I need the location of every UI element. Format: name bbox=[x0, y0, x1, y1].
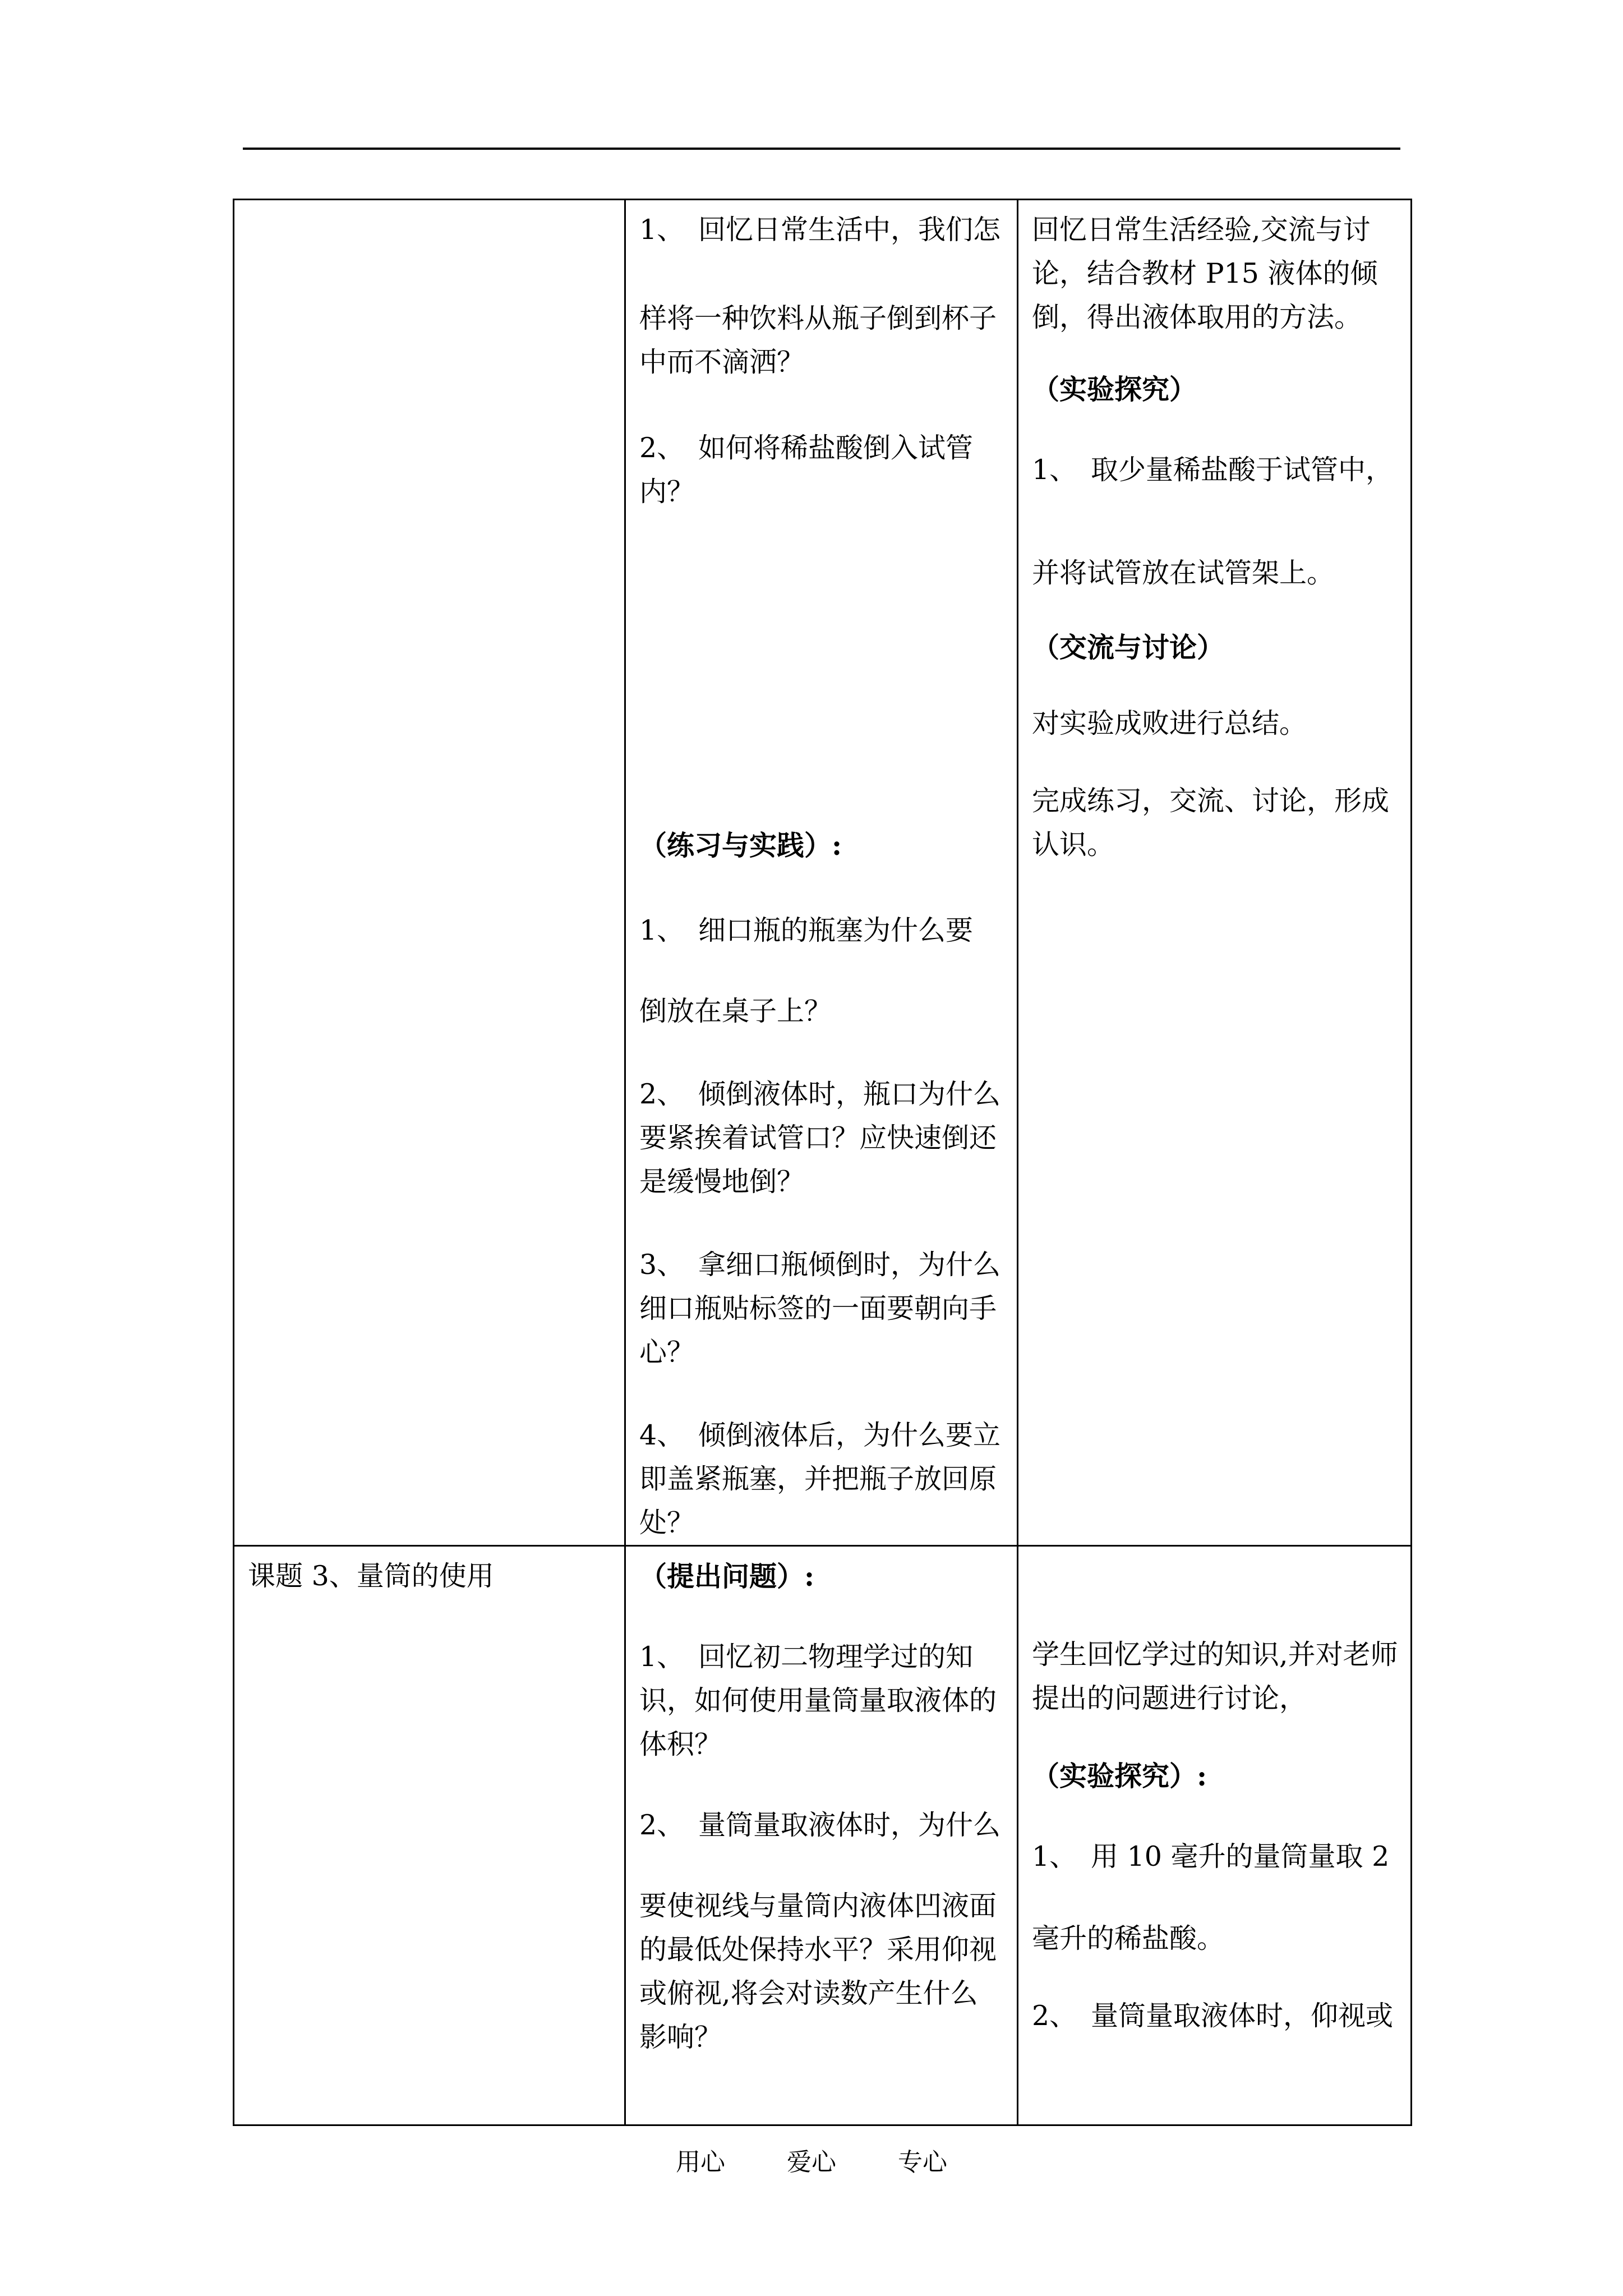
activity-text: 学生回忆学过的知识,并对老师提出的问题进行讨论， bbox=[1032, 1639, 1398, 1714]
item-number: 4、 bbox=[639, 1419, 685, 1451]
item-number: 1、 bbox=[639, 214, 685, 246]
question-text: 样将一种饮料从瓶子倒到杯子中而不滴洒？ bbox=[639, 302, 997, 378]
question-text: 回忆日常生活中，我们怎 bbox=[698, 214, 1001, 246]
section-heading: （提出问题）: bbox=[639, 1560, 815, 1593]
header-rule bbox=[243, 148, 1400, 150]
question-text: 回忆初二物理学过的知识，如何使用量筒量取液体的体积？ bbox=[639, 1641, 997, 1760]
item-number: 3、 bbox=[639, 1249, 685, 1281]
footer-text: 爱心 bbox=[787, 2148, 836, 2177]
student-activity-cell bbox=[1018, 1546, 1412, 2125]
question-text: 如何将稀盐酸倒入试管内？ bbox=[639, 432, 974, 508]
lesson-table bbox=[233, 199, 1412, 2126]
activity-text: 毫升的稀盐酸。 bbox=[1032, 1922, 1225, 1954]
question-text: 倾倒液体后，为什么要立即盖紧瓶塞，并把瓶子放回原处？ bbox=[639, 1419, 1001, 1539]
activity-text: 用 10 毫升的量筒量取 2 bbox=[1091, 1841, 1390, 1872]
topic-cell: 课题 3、量筒的使用 bbox=[234, 1546, 625, 2125]
section-heading: （实验探究）: bbox=[1032, 1760, 1207, 1792]
teacher-activity-cell bbox=[625, 1546, 1018, 2125]
footer-text: 用心 bbox=[676, 2148, 725, 2177]
item-number: 2、 bbox=[639, 1078, 685, 1110]
section-heading: （练习与实践）: bbox=[639, 829, 842, 862]
section-heading: （实验探究） bbox=[1032, 373, 1197, 406]
student-activity-cell bbox=[1018, 200, 1412, 1546]
table-row bbox=[234, 200, 1412, 1546]
item-number: 2、 bbox=[1032, 2000, 1077, 2032]
activity-text: 并将试管放在试管架上。 bbox=[1032, 557, 1335, 589]
table-row bbox=[234, 1546, 1412, 2125]
question-text: 倾倒液体时，瓶口为什么要紧挨着试管口？应快速倒还是缓慢地倒？ bbox=[639, 1078, 1001, 1198]
item-number: 2、 bbox=[639, 432, 685, 464]
activity-text: 取少量稀盐酸于试管中， bbox=[1091, 454, 1394, 486]
item-number: 1、 bbox=[1032, 454, 1077, 486]
activity-text: 完成练习，交流、讨论，形成认识。 bbox=[1032, 785, 1390, 861]
item-number: 1、 bbox=[1032, 1841, 1077, 1872]
question-text: 量筒量取液体时，为什么 bbox=[698, 1809, 1001, 1841]
activity-text: 回忆日常生活经验,交流与讨论，结合教材 P15 液体的倾倒，得出液体取用的方法。 bbox=[1032, 214, 1378, 333]
question-text: 拿细口瓶倾倒时，为什么细口瓶贴标签的一面要朝向手心？ bbox=[639, 1249, 1001, 1368]
item-number: 1、 bbox=[639, 914, 685, 946]
teacher-activity-cell bbox=[625, 200, 1018, 1546]
section-heading: （交流与讨论） bbox=[1032, 631, 1225, 664]
activity-text: 对实验成败进行总结。 bbox=[1032, 707, 1307, 739]
question-text: 细口瓶的瓶塞为什么要 bbox=[698, 914, 974, 946]
item-number: 1、 bbox=[639, 1641, 685, 1673]
footer-text: 专心 bbox=[898, 2148, 947, 2177]
activity-text: 量筒量取液体时，仰视或 bbox=[1091, 2000, 1394, 2032]
question-text: 倒放在桌子上？ bbox=[639, 995, 832, 1027]
question-text: 要使视线与量筒内液体凹液面的最低处保持水平？采用仰视或俯视,将会对读数产生什么影响？ bbox=[639, 1890, 997, 2053]
item-number: 2、 bbox=[639, 1809, 685, 1841]
page-footer bbox=[0, 2142, 1623, 2178]
topic-cell bbox=[234, 200, 625, 1546]
